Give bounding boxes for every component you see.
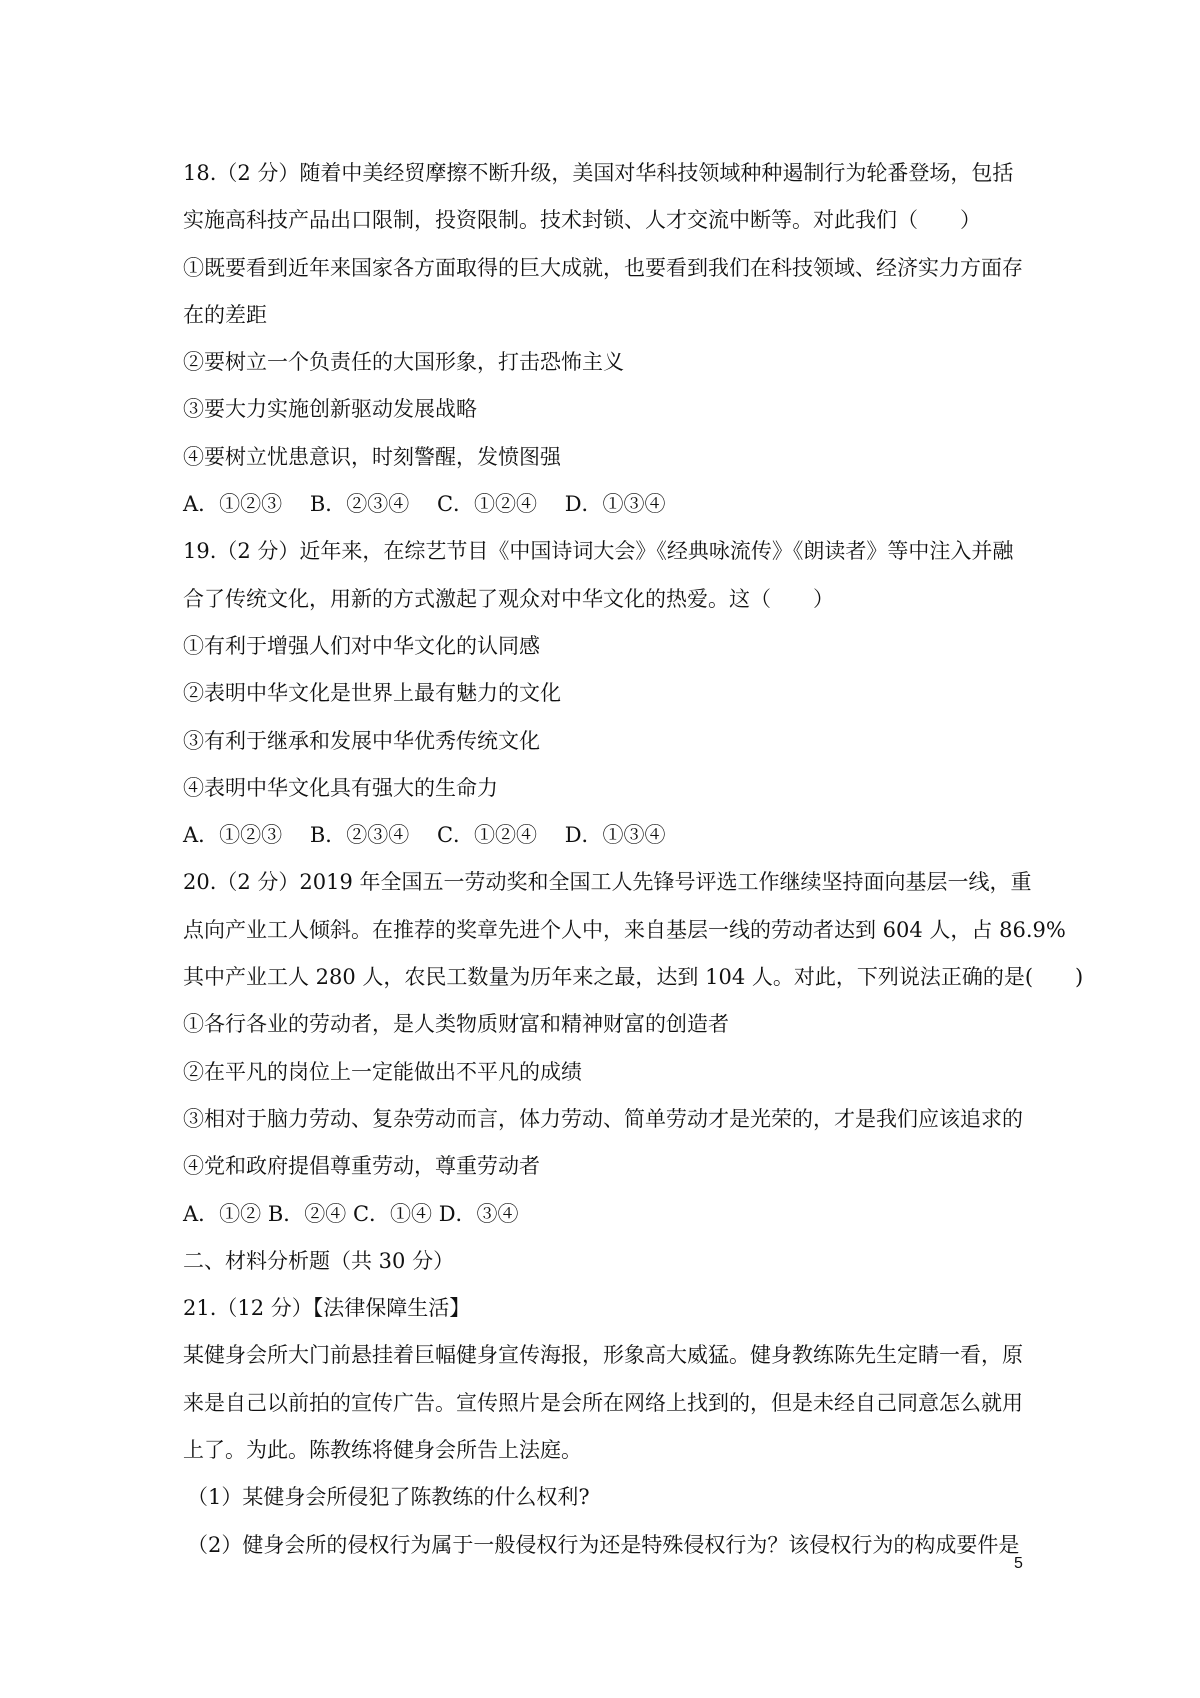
q18-option-4: ④要树立忧患意识，时刻警醒，发愤图强 [183,444,561,469]
q20-option-1: ①各行各业的劳动者，是人类物质财富和精神财富的创造者 [183,1012,729,1037]
q21-sub-question-1: （1）某健身会所侵犯了陈教练的什么权利? [187,1485,590,1510]
q18-option-1-line-1: ①既要看到近年来国家各方面取得的巨大成就，也要看到我们在科技领域、经济实力方面存 [183,255,1023,280]
q18-option-1-line-2: 在的差距 [183,302,267,327]
q20-option-4: ④党和政府提倡尊重劳动，尊重劳动者 [183,1154,540,1179]
q20-stem-line-1: 20.（2 分）2019 年全国五一劳动奖和全国工人先锋号评选工作继续坚持面向基层一线，重 [183,870,1032,895]
q20-option-2: ②在平凡的岗位上一定能做出不平凡的成绩 [183,1059,582,1084]
q21-sub-question-2: （2）健身会所的侵权行为属于一般侵权行为还是特殊侵权行为？该侵权行为的构成要件是 [187,1532,1020,1557]
q18-stem-line-2: 实施高科技产品出口限制，投资限制。技术封锁、人才交流中断等。对此我们（ ） [183,208,981,233]
page-number: 5 [1014,1555,1023,1572]
q20-stem-line-3: 其中产业工人 280 人，农民工数量为历年来之最，达到 104 人。对此，下列说法正确的是( ) [183,965,1084,990]
q20-option-3: ③相对于脑力劳动、复杂劳动而言，体力劳动、简单劳动才是光荣的，才是我们应该追求的 [183,1106,1023,1131]
q19-choices: A．①②③ B．②③④ C．①②④ D．①③④ [183,823,666,848]
q19-option-2: ②表明中华文化是世界上最有魅力的文化 [183,681,561,706]
q19-option-1: ①有利于增强人们对中华文化的认同感 [183,633,540,658]
q21-title: 21.（12 分）【法律保障生活】 [183,1296,471,1321]
section-heading: 二、材料分析题（共 30 分） [183,1248,455,1273]
q19-stem-line-1: 19.（2 分）近年来，在综艺节目《中国诗词大会》《经典咏流传》《朗读者》等中注入并融 [183,539,1014,564]
q20-stem-line-2: 点向产业工人倾斜。在推荐的奖章先进个人中，来自基层一线的劳动者达到 604 人，占 86.9% [183,917,1066,942]
q19-option-4: ④表明中华文化具有强大的生命力 [183,775,498,800]
q18-stem-line-1: 18.（2 分）随着中美经贸摩擦不断升级，美国对华科技领域种种遏制行为轮番登场，包括 [183,161,1014,185]
q20-choices: A．①② B．②④ C．①④ D．③④ [183,1201,519,1226]
q19-stem-line-2: 合了传统文化，用新的方式激起了观众对中华文化的热爱。这（ ） [183,586,834,611]
q21-material-line-2: 来是自己以前拍的宣传广告。宣传照片是会所在网络上找到的，但是未经自己同意怎么就用 [183,1390,1023,1415]
q18-option-3: ③要大力实施创新驱动发展战略 [183,397,477,422]
document-body [183,150,1084,1569]
q18-option-2: ②要树立一个负责任的大国形象，打击恐怖主义 [183,350,624,375]
q19-option-3: ③有利于继承和发展中华优秀传统文化 [183,728,540,753]
q18-choices: A．①②③ B．②③④ C．①②④ D．①③④ [183,492,666,517]
q21-material-line-3: 上了。为此。陈教练将健身会所告上法庭。 [183,1438,582,1463]
q21-material-line-1: 某健身会所大门前悬挂着巨幅健身宣传海报，形象高大威猛。健身教练陈先生定睛一看，原 [183,1343,1023,1368]
